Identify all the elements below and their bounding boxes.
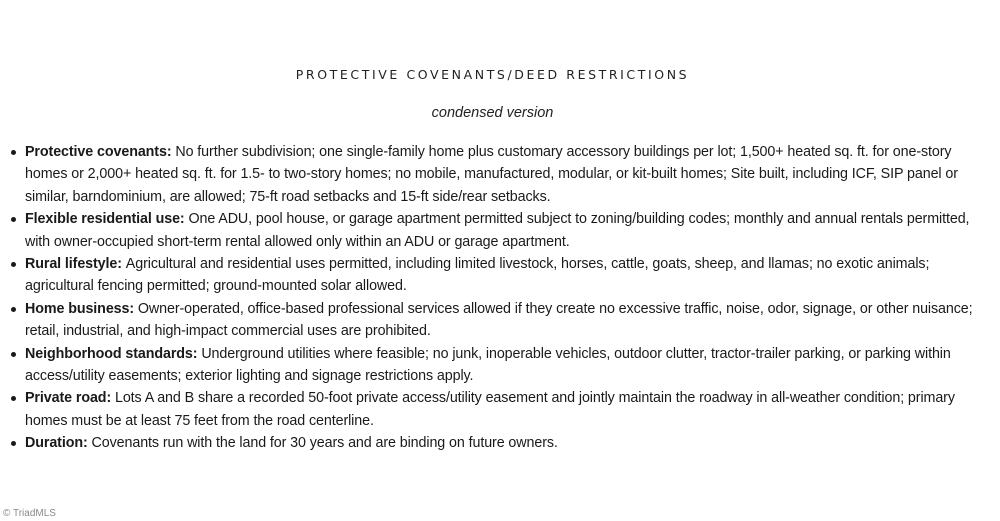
bullet-icon	[11, 307, 16, 312]
bullet-icon	[11, 352, 16, 357]
list-item-duration	[10, 432, 985, 454]
item-lead: Neighborhood standards:	[25, 345, 202, 362]
document-subtitle: condensed version	[431, 105, 554, 121]
item-lead: Private road:	[25, 390, 115, 407]
bullet-icon	[11, 441, 16, 446]
item-text: Owner-operated, office-based professional services allowed if they create no excessive traffic, noise, odor, signage, or other nuisance; retail, industrial, and high-impact commercial uses are prohibited.	[25, 300, 973, 340]
item-text: One ADU, pool house, or garage apartment permitted subject to zoning/building codes; monthly and annual rentals permitted, with owner-occupied short-term rental allowed only within an ADU or garage apartment.	[25, 211, 970, 250]
bullet-icon	[11, 262, 16, 267]
list-item-home-business	[10, 298, 985, 343]
item-lead: Rural lifestyle:	[25, 256, 126, 273]
item-text: No further subdivision; one single-family home plus customary accessory buildings per lot; 1,500+ heated sq. ft. for one-story homes or 2,000+ heated sq. ft. for 1.5- to two-story homes; no mobile, manufactured, modular, or kit-built homes; Site built, including ICF, SIP panel or similar, barndominium, are allowed; 75-ft road setbacks and 15-ft side/rear setbacks.	[25, 144, 958, 205]
list-item-neighborhood-standards	[10, 343, 985, 388]
list-item-rural-lifestyle	[10, 253, 985, 298]
item-text: Lots A and B share a recorded 50-foot private access/utility easement and jointly maintain the roadway in all-weather condition; primary homes must be at least 75 feet from the road centerline.	[25, 390, 955, 429]
restrictions-list	[10, 141, 985, 455]
item-lead: Duration:	[25, 435, 92, 452]
bullet-icon	[11, 396, 16, 401]
list-item-flexible-residential-use	[10, 208, 985, 253]
bullet-icon	[11, 150, 16, 155]
document-title: PROTECTIVE COVENANTS/DEED RESTRICTIONS	[295, 67, 690, 82]
bullet-icon	[11, 217, 16, 222]
item-lead: Home business:	[25, 300, 138, 317]
item-text: Underground utilities where feasible; no junk, inoperable vehicles, outdoor clutter, tractor-trailer parking, or parking within access/utility easements; exterior lighting and signage restrictions apply.	[25, 345, 951, 385]
item-lead: Flexible residential use:	[25, 211, 189, 228]
copyright-notice: © TriadMLS	[3, 508, 56, 519]
item-lead: Protective covenants:	[25, 144, 176, 160]
list-item-protective-covenants	[10, 141, 985, 208]
item-text: Covenants run with the land for 30 years and are binding on future owners.	[91, 435, 558, 452]
item-text: Agricultural and residential uses permitted, including limited livestock, horses, cattle, goats, sheep, and llamas; no exotic animals; agricultural fencing permitted; ground-mounted solar allowed.	[25, 256, 930, 295]
list-item-private-road	[10, 387, 985, 432]
